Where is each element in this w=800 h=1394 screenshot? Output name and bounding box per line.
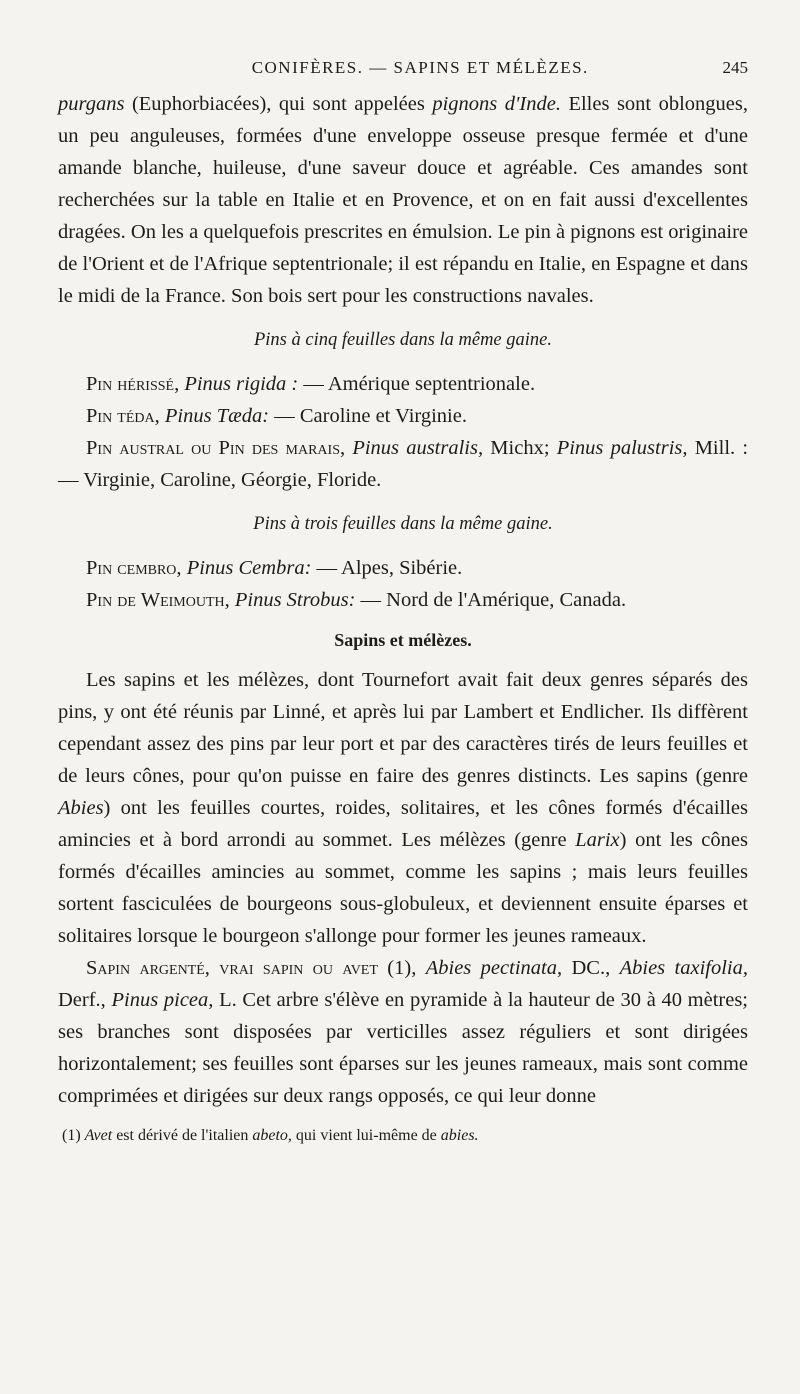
latin-name: Pinus picea, [111, 989, 214, 1011]
latin-name: Pinus Tæda: [159, 405, 270, 427]
running-header [58, 58, 748, 78]
species-entry: Pin hérissé, Pinus rigida : — Amérique septentrionale. [86, 373, 536, 395]
paragraph-sapins-melezes: Les sapins et les mélèzes, dont Tournefort avait fait deux genres séparés des pins, y ont été réunis par Linné, et après lui par Lambert et Endlicher. Ils diffèrent cependant assez des pins par leur port et par des caractères tirés de leurs feuilles et de leurs cônes, pour qu'on puisse en faire des genres distincts. Les sapins (genre Abies) ont les feuilles courtes, roides, solitaires, et les cônes formés d'écailles amincies et à bord arrondi au sommet. Les mélèzes (genre Larix) ont les cônes formés d'écailles amincies au sommet, comme les sapins ; mais leurs feuilles sortent fasciculées de bourgeons sous-globuleux, et deviennent ensuite éparses et solitaires lorsque le bourgeon s'allonge pour former les jeunes rameaux. [58, 669, 748, 947]
section-heading: Sapins et mélèzes. [334, 630, 472, 650]
species-name: Pin hérissé, [86, 373, 180, 395]
running-title: CONIFÈRES. — SAPINS ET MÉLÈZES. [251, 58, 589, 77]
latin-name: Pinus Cembra: [181, 557, 312, 579]
species-name: Pin austral ou Pin des marais, [86, 437, 346, 459]
subheading-five-needles: Pins à cinq feuilles dans la même gaine. [253, 330, 552, 350]
italic-term: Abies [58, 797, 104, 819]
subheading-three-needles: Pins à trois feuilles dans la même gaine. [253, 514, 553, 534]
species-entry: Pin austral ou Pin des marais, Pinus australis, Michx; Pinus palustris, Mill. : — Virginie, Caroline, Géorgie, Floride. [58, 437, 749, 491]
latin-name: Pinus Strobus: [229, 589, 356, 611]
species-name: Pin de Weimouth, [86, 589, 230, 611]
italic-term: Larix [575, 829, 620, 851]
species-name: Sapin argenté, vrai sapin ou avet [86, 957, 378, 979]
italic-term: purgans [58, 93, 125, 115]
latin-name: Abies taxifolia, [619, 957, 748, 979]
italic-term: pignons d'Inde. [432, 93, 561, 115]
paragraph-pignons: purgans (Euphorbiacées), qui sont appelées pignons d'Inde. Elles sont oblongues, un peu anguleuses, formées d'une enveloppe osseuse presque fermée et d'une amande blanche, huileuse, d'une saveur douce et agréable. Ces amandes sont recherchées sur la table en Italie et en Provence, et on en fait aussi d'excellentes dragées. On les a quelquefois prescrites en émulsion. Le pin à pignons est originaire de l'Orient et de l'Afrique septentrionale; il est répandu en Italie, en Espagne et dans le midi de la France. Son bois sert pour les constructions navales. [58, 93, 749, 307]
page-number: 245 [722, 58, 748, 77]
species-entry: Pin cembro, Pinus Cembra: — Alpes, Sibérie. [86, 557, 463, 579]
latin-name: Pinus australis, [345, 437, 484, 459]
footnote: (1) Avet est dérivé de l'italien abeto, qui vient lui-même de abies. [62, 1127, 479, 1144]
latin-name: Pinus palustris, [556, 437, 688, 459]
species-name: Pin cembro, [86, 557, 182, 579]
species-name: Pin téda, [86, 405, 160, 427]
species-entry: Pin téda, Pinus Tæda: — Caroline et Virginie. [86, 405, 467, 427]
latin-name: Abies pectinata, [425, 957, 563, 979]
latin-name: Pinus rigida : [179, 373, 299, 395]
paragraph-sapin-argente: Sapin argenté, vrai sapin ou avet (1), Abies pectinata, DC., Abies taxifolia, Derf., Pinus picea, L. Cet arbre s'élève en pyramide à la hauteur de 30 à 40 mètres; ses branches sont disposées par verticilles assez réguliers et sont dirigées horizontalement; ses feuilles sont éparses sur les jeunes rameaux, mais sont comme comprimées et dirigées sur deux rangs opposés, ce qui leur donne [58, 957, 749, 1107]
species-entry: Pin de Weimouth, Pinus Strobus: — Nord de l'Amérique, Canada. [86, 589, 627, 611]
